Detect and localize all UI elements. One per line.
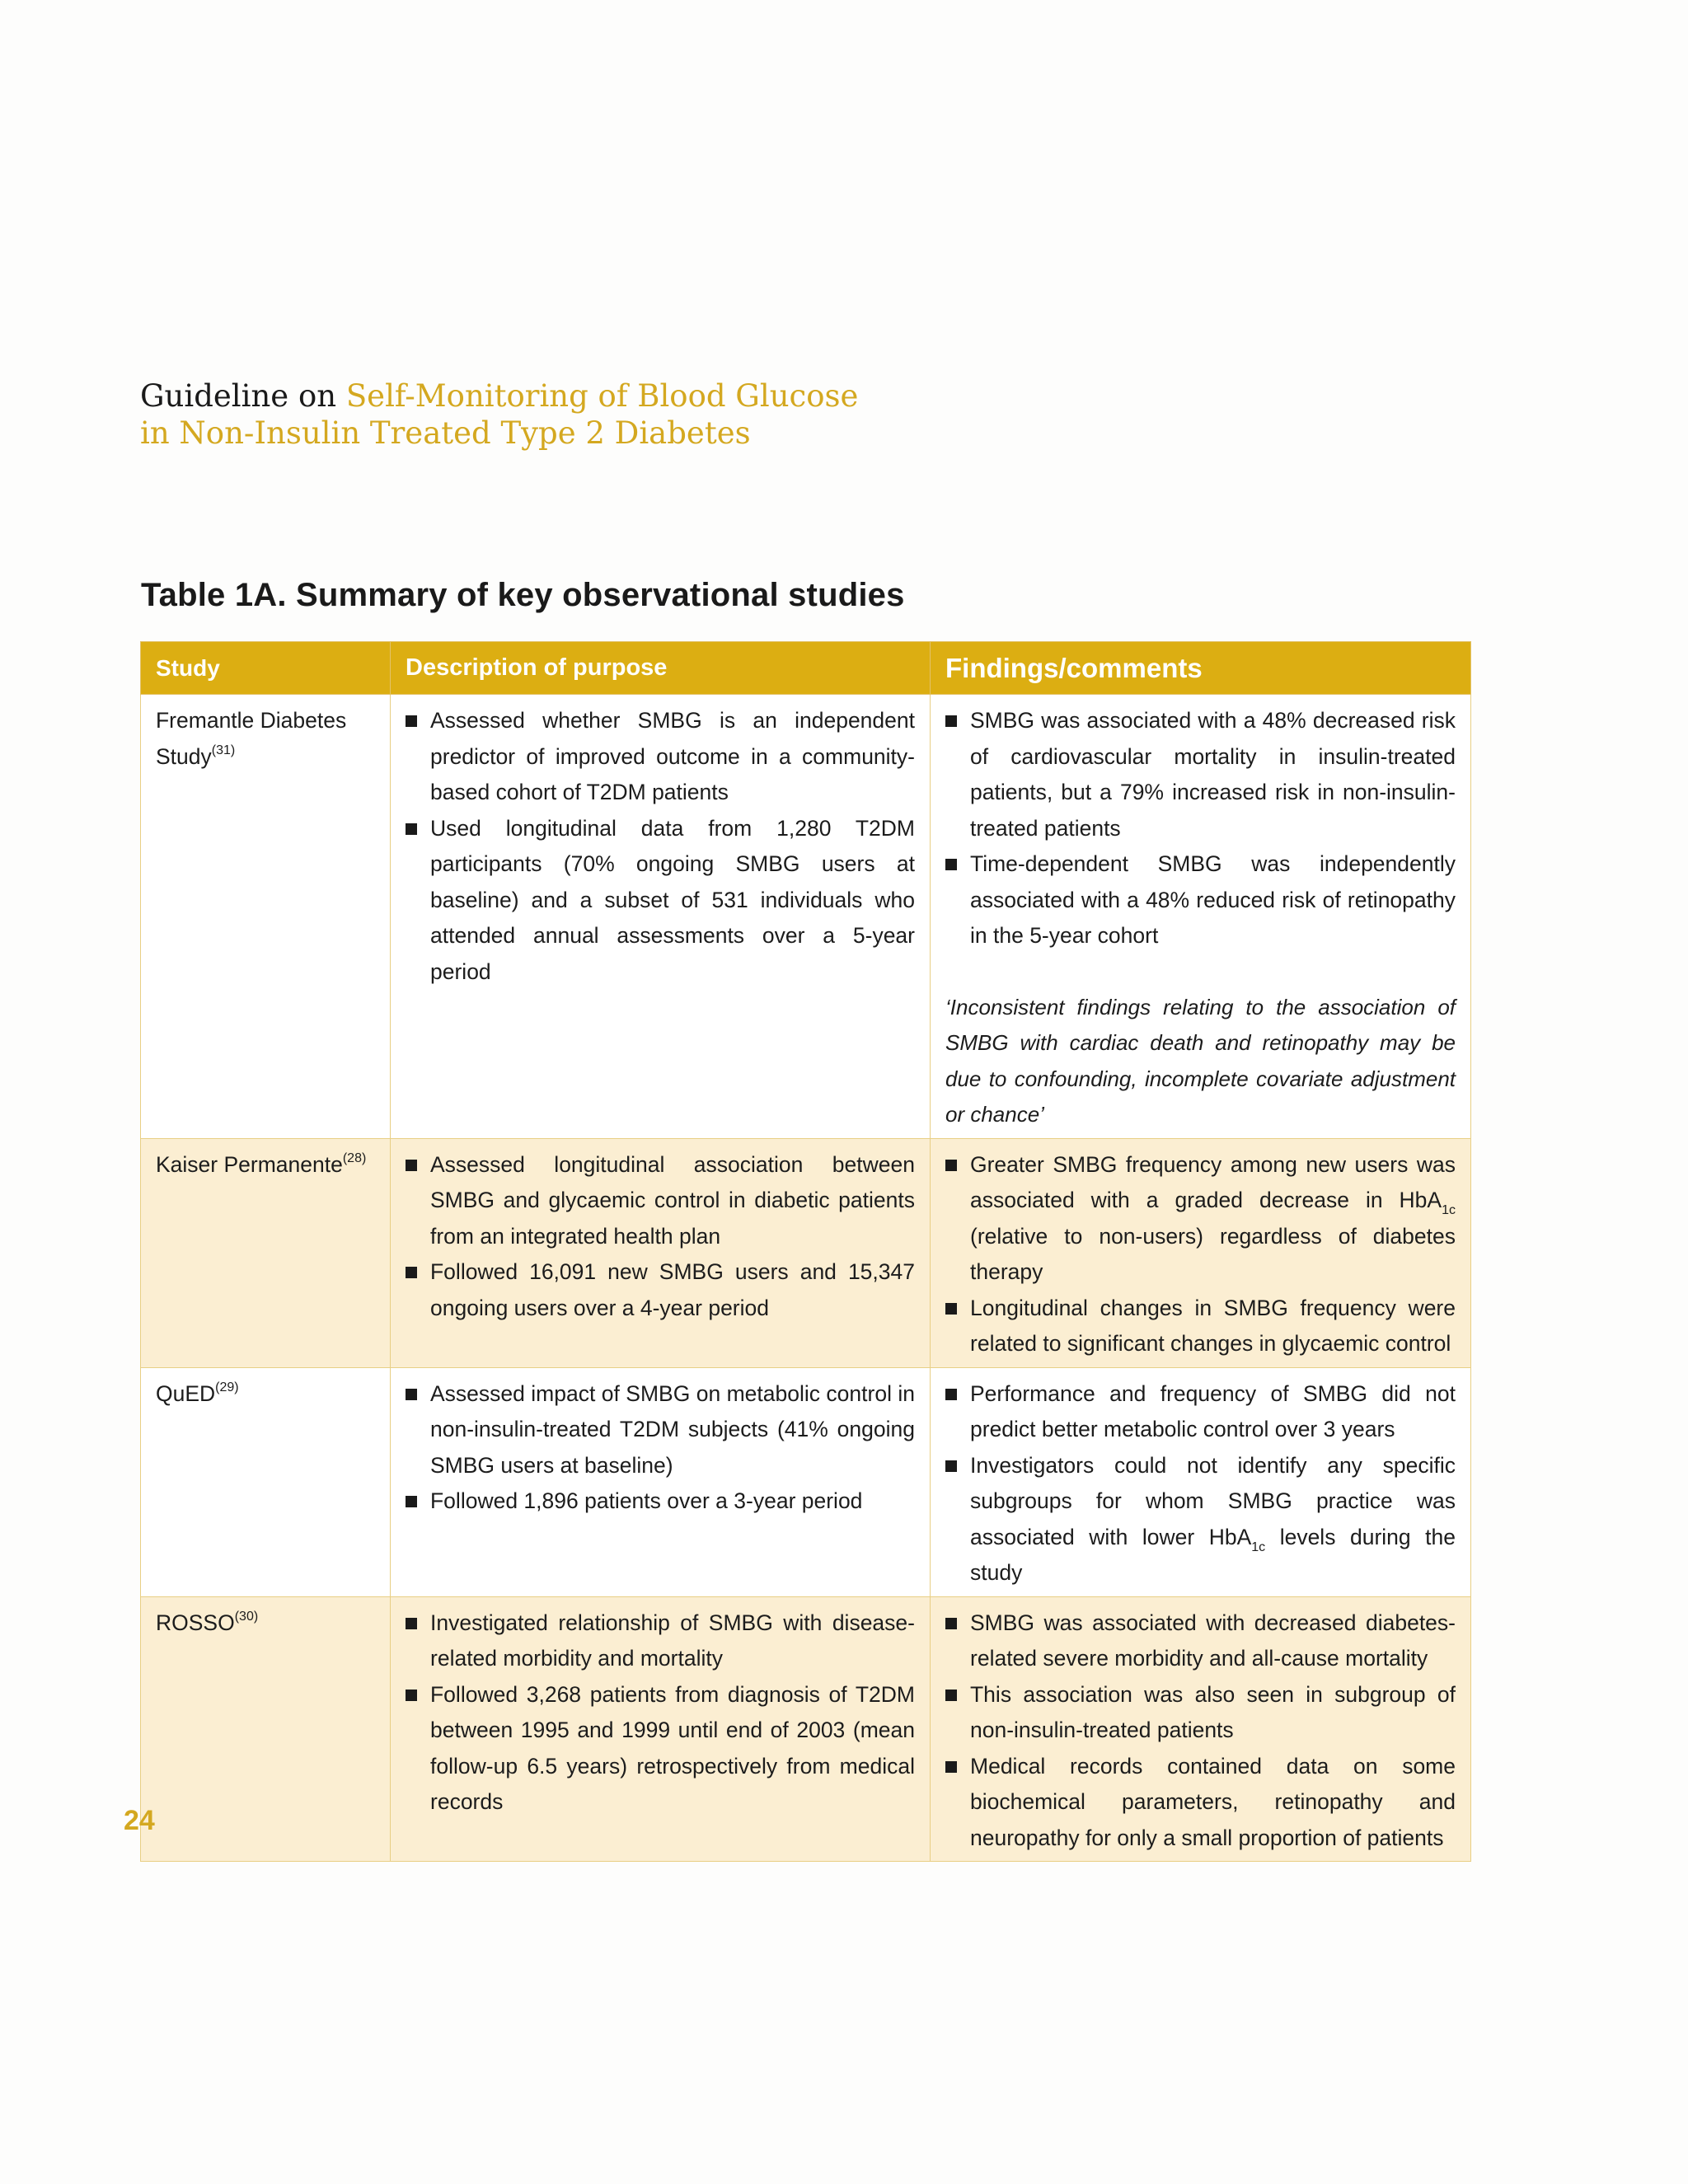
header-line-1 [140, 377, 858, 415]
study-name-text: ROSSO [156, 1610, 235, 1635]
document-header [140, 377, 858, 452]
table-body [141, 695, 1471, 1862]
bullet-square-icon [945, 1761, 957, 1773]
bullet-text: (relative to non-users) regardless of diabetes therapy [970, 1223, 1456, 1284]
findings-cell [931, 1596, 1471, 1862]
study-cell [141, 1596, 391, 1862]
bullet-text: Longitudinal changes in SMBG frequency were related to significant changes in glycaemic control [970, 1295, 1456, 1356]
study-cell [141, 695, 391, 1139]
bullet-square-icon [945, 715, 957, 727]
bullet-square-icon [945, 1160, 957, 1171]
bullet-item [945, 846, 1456, 954]
header-topic-text: Self-Monitoring of Blood Glucose [345, 378, 859, 414]
findings-list [945, 1605, 1456, 1857]
findings-list [945, 1147, 1456, 1362]
bullet-item [945, 1291, 1456, 1362]
table-row [141, 1138, 1471, 1367]
study-cell [141, 1367, 391, 1596]
description-list [406, 1605, 915, 1821]
page-number: 24 [124, 1805, 155, 1836]
bullet-text: Greater SMBG frequency among new users was associated with a graded decrease in HbA [970, 1151, 1456, 1212]
bullet-item [945, 1448, 1456, 1591]
findings-cell [931, 695, 1471, 1139]
study-name [156, 708, 346, 769]
study-name-text: QuED [156, 1380, 216, 1406]
bullet-square-icon [945, 1690, 957, 1701]
bullet-item [945, 1376, 1456, 1448]
bullet-text: Performance and frequency of SMBG did not predict better metabolic control over 3 years [970, 1380, 1456, 1441]
findings-cell [931, 1367, 1471, 1596]
bullet-item [406, 811, 915, 991]
bullet-text: Time-dependent SMBG was independently associated with a 48% reduced risk of retinopathy in the 5-year cohort [970, 851, 1456, 948]
bullet-text: Used longitudinal data from 1,280 T2DM participants (70% ongoing SMBG users at baseline) and a subset of 531 individuals who attended annual assessments over a 5-year period [430, 815, 915, 984]
bullet-item [406, 1376, 915, 1484]
study-name [156, 1381, 239, 1406]
bullet-square-icon [406, 1496, 417, 1507]
bullet-text: Investigators could not identify any specific subgroups for whom SMBG practice was associated with lower HbA [970, 1452, 1456, 1549]
column-header-study: Study [141, 642, 391, 695]
bullet-item [406, 703, 915, 811]
description-list [406, 1147, 915, 1327]
bullet-square-icon [406, 1267, 417, 1278]
bullet-item [406, 1254, 915, 1326]
study-name [156, 1610, 258, 1635]
bullet-square-icon [945, 1618, 957, 1629]
bullet-text: Assessed impact of SMBG on metabolic control in non-insulin-treated T2DM subjects (41% ongoing SMBG users at baseline) [430, 1380, 915, 1478]
study-name-text: Fremantle Diabetes Study [156, 708, 347, 769]
bullet-square-icon [406, 1618, 417, 1629]
table-header-row [141, 642, 1471, 695]
bullet-text: Followed 3,268 patients from diagnosis of T2DM between 1995 and 1999 until end of 2003 (mean follow-up 6.5 years) retrospectively from medical records [430, 1681, 915, 1814]
bullet-text: This association was also seen in subgroup of non-insulin-treated patients [970, 1681, 1456, 1742]
study-name-text: Kaiser Permanente [156, 1151, 343, 1177]
bullet-text: Assessed longitudinal association between SMBG and glycaemic control in diabetic patients from an integrated health plan [430, 1151, 915, 1249]
description-list [406, 1376, 915, 1520]
description-cell [391, 1367, 931, 1596]
bullet-item [945, 1147, 1456, 1291]
bullet-square-icon [406, 823, 417, 835]
bullet-item [406, 1147, 915, 1255]
description-cell [391, 1138, 931, 1367]
bullet-text: SMBG was associated with a 48% decreased risk of cardiovascular mortality in insulin-treated patients, but a 79% increased risk in non-insulin-treated patients [970, 708, 1456, 841]
bullet-square-icon [945, 859, 957, 870]
bullet-square-icon [945, 1303, 957, 1315]
bullet-square-icon [945, 1389, 957, 1400]
subscript-text: 1c [1251, 1540, 1266, 1554]
bullet-square-icon [945, 1460, 957, 1472]
bullet-text: Followed 16,091 new SMBG users and 15,347 ongoing users over a 4-year period [430, 1259, 915, 1320]
bullet-square-icon [406, 1389, 417, 1400]
bullet-square-icon [406, 1160, 417, 1171]
bullet-item [406, 1605, 915, 1677]
bullet-item [945, 1677, 1456, 1749]
bullet-item [945, 1605, 1456, 1677]
description-list [406, 703, 915, 990]
bullet-text: Followed 1,896 patients over a 3-year period [430, 1488, 863, 1513]
bullet-item [406, 1483, 915, 1520]
reference-number: (28) [342, 1151, 367, 1165]
reference-number: (31) [211, 743, 236, 757]
description-cell [391, 695, 931, 1139]
bullet-text: Medical records contained data on some biochemical parameters, retinopathy and neuropathy for only a small proportion of patients [970, 1753, 1456, 1850]
findings-cell [931, 1138, 1471, 1367]
bullet-item [945, 1749, 1456, 1857]
subscript-text: 1c [1442, 1203, 1456, 1217]
header-guideline-text: Guideline on [140, 378, 346, 414]
column-header-findings: Findings/comments [931, 642, 1471, 695]
study-name [156, 1152, 366, 1177]
table-row [141, 695, 1471, 1139]
bullet-text: levels during the study [970, 1524, 1456, 1585]
bullet-text: SMBG was associated with decreased diabetes-related severe morbidity and all-cause mortality [970, 1610, 1456, 1671]
findings-list [945, 703, 1456, 954]
study-cell [141, 1138, 391, 1367]
findings-list [945, 1376, 1456, 1591]
reference-number: (30) [234, 1609, 259, 1624]
description-cell [391, 1596, 931, 1862]
bullet-text: Assessed whether SMBG is an independent predictor of improved outcome in a community-based cohort of T2DM patients [430, 708, 915, 804]
bullet-text: Investigated relationship of SMBG with disease-related morbidity and mortality [430, 1610, 915, 1671]
summary-table [140, 641, 1471, 1862]
table-title: Table 1A. Summary of key observational studies [141, 577, 905, 613]
bullet-square-icon [406, 1690, 417, 1701]
table-row [141, 1367, 1471, 1596]
bullet-square-icon [406, 715, 417, 727]
bullet-item [945, 703, 1456, 846]
header-line-2: in Non-Insulin Treated Type 2 Diabetes [140, 415, 751, 451]
findings-quote: ‘Inconsistent findings relating to the association of SMBG with cardiac death and retinopathy may be due to confounding, incomplete covariate adjustment or chance’ [945, 994, 1456, 1127]
column-header-description: Description of purpose [391, 642, 931, 695]
table-row [141, 1596, 1471, 1862]
reference-number: (29) [215, 1380, 239, 1394]
bullet-item [406, 1677, 915, 1821]
